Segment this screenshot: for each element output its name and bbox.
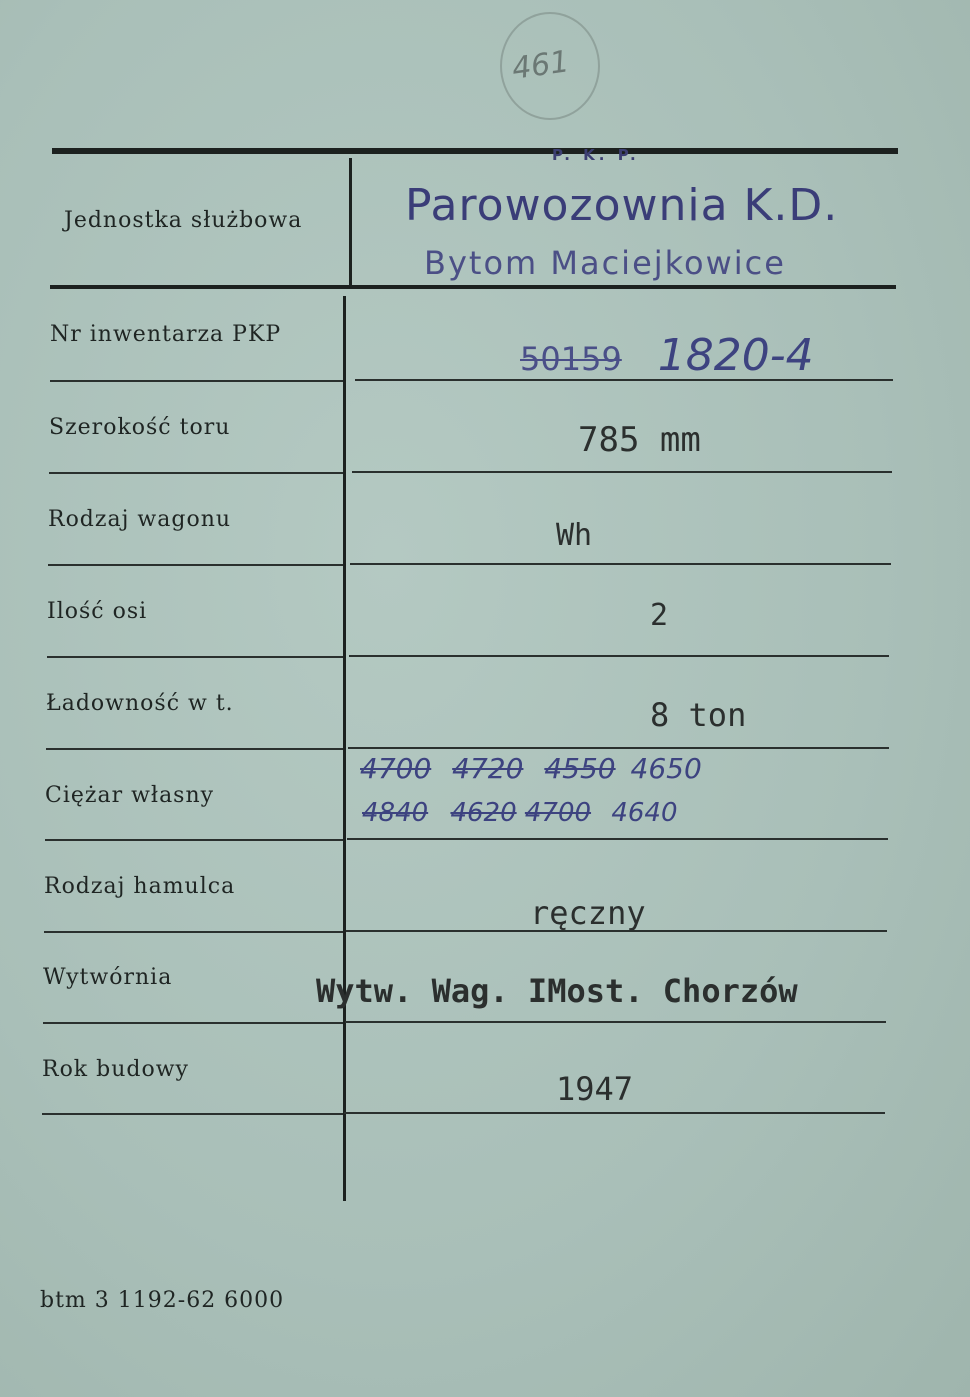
label-manufacturer: Wytwórnia [43,965,173,990]
weight-struck: 4700 [360,752,432,785]
header-divider [349,158,352,288]
label-inventory-nr: Nr inwentarza PKP [50,322,282,347]
row-rule [47,656,343,658]
row-rule [348,747,889,749]
label-build-year: Rok budowy [42,1057,189,1082]
print-footer: btm 3 1192-62 6000 [40,1288,285,1313]
weight-struck: 4700 [524,798,592,828]
label-unit: Jednostka służbowa [64,208,303,233]
label-track-gauge: Szerokość toru [49,415,231,440]
column-divider [343,296,346,1201]
top-rule [52,148,898,154]
row-rule [44,931,343,933]
value-track-gauge: 785 mm [578,420,701,460]
value-own-weight-line2 [362,798,677,828]
weight-struck: 4620 [450,798,517,828]
weight-struck: 4840 [362,798,429,828]
value-axles: 2 [650,598,669,633]
weight-struck: 4550 [544,752,616,785]
row-rule [344,1112,885,1114]
stamp-header: P. K. P. [552,146,640,164]
value-wagon-type: Wh [556,518,593,553]
value-brake-type: ręczny [530,894,646,932]
value-own-weight-line1 [360,752,702,785]
label-brake-type: Rodzaj hamulca [44,874,236,899]
label-axles: Ilość osi [47,599,148,624]
row-rule [345,1021,886,1023]
value-manufacturer: Wytw. Wag. IMost. Chorzów [316,972,798,1010]
value-load-capacity: 8 ton [650,696,747,734]
pencil-note: 461 [509,44,572,87]
row-rule [347,838,888,840]
label-own-weight: Ciężar własny [45,783,215,808]
stamp-office: Parowozownia K.D. [405,180,839,231]
row-rule [42,1113,343,1115]
stamp-location: Bytom Maciejkowice [424,244,786,282]
weight-current: 4650 [630,752,702,785]
row-rule [50,380,343,382]
row-rule [45,839,343,841]
inventory-old: 50159 [520,340,622,378]
row-rule [49,472,343,474]
row-rule [46,748,343,750]
row-rule [48,564,343,566]
inventory-new: 1820-4 [657,330,814,381]
value-inventory-nr [520,330,814,381]
row-rule [43,1022,343,1024]
header-rule [50,285,896,289]
weight-struck: 4720 [452,752,524,785]
label-wagon-type: Rodzaj wagonu [48,507,232,532]
label-load-capacity: Ładowność w t. [46,691,234,716]
weight-current: 4640 [611,798,678,828]
value-build-year: 1947 [556,1070,634,1108]
row-rule [350,563,891,565]
row-rule [349,655,889,657]
row-rule [352,471,892,473]
